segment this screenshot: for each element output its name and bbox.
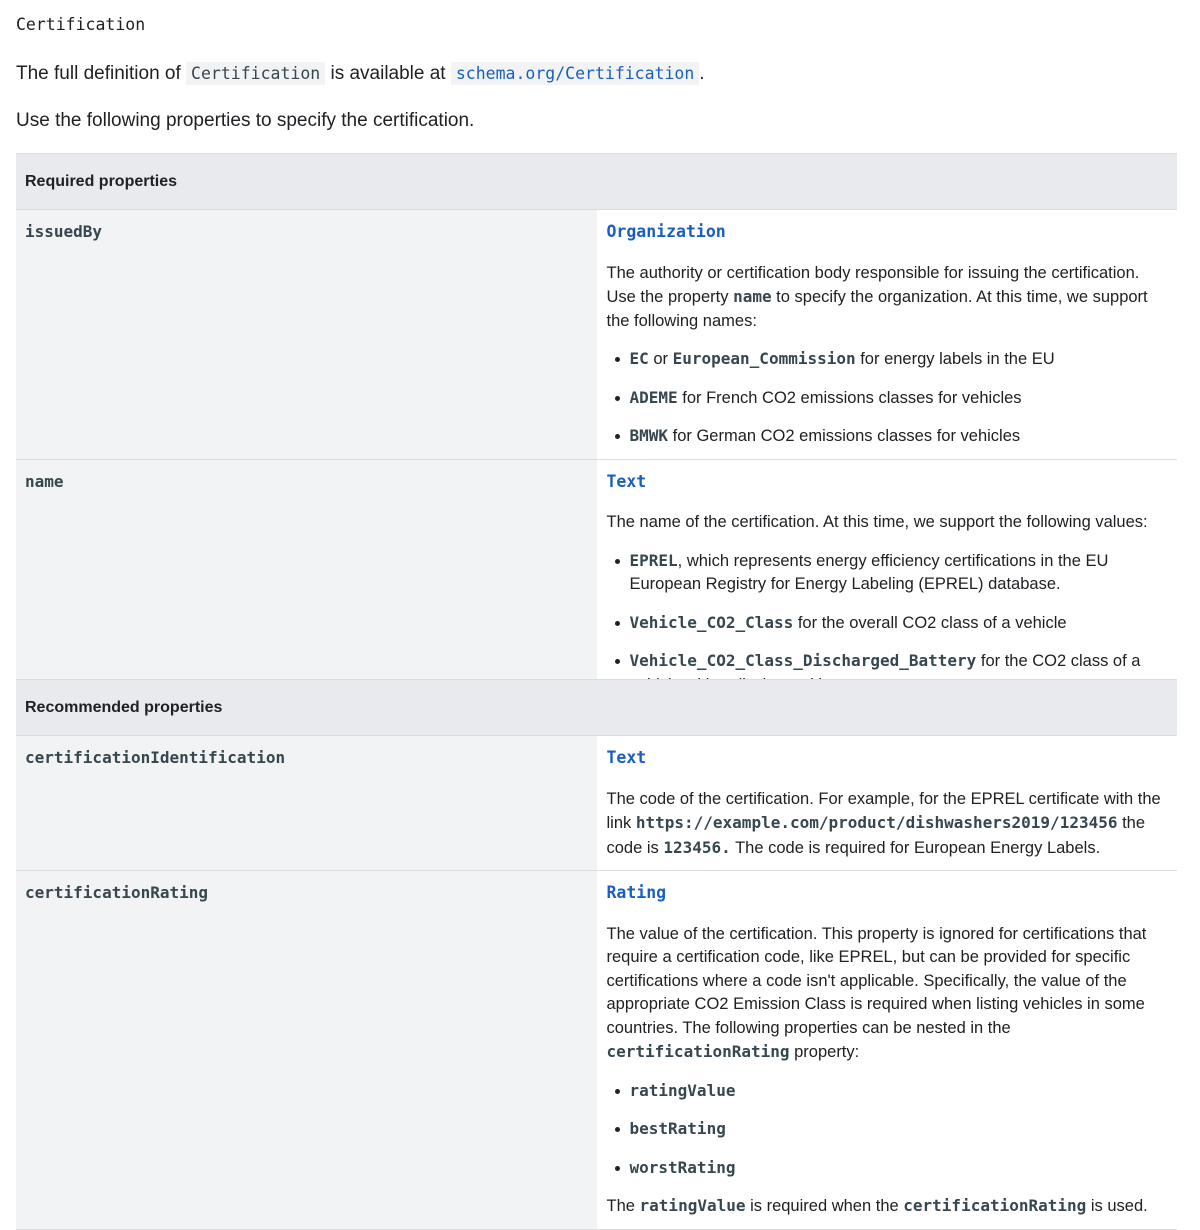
- description-text: The value of the certification. This property is ignored for certifications that require a certification code, like EPREL, but can be provided for specific certifications where a code isn't applicable. Specifically, the value of the appropriate CO2 Emission Class is required when listing vehicles in some countries. The following properties can be nested in the certificationRating property:: [606, 924, 1147, 1061]
- intro-suffix: .: [699, 63, 705, 84]
- table-row: [16, 871, 1177, 1230]
- required-properties-table: [16, 153, 1177, 708]
- rating-footer-text: The ratingValue is required when the certificationRating is used.: [606, 1196, 1148, 1215]
- required-properties-header: Required properties: [16, 154, 1177, 210]
- list-item: Vehicle_CO2_Class_Discharged_Battery for the CO2 class of a: [630, 649, 1168, 697]
- description-text: The authority or certification body responsible for issuing the certification. Use the property name to specify the organization. At this time, we support the following names:: [606, 263, 1148, 330]
- property-description: [597, 459, 1178, 708]
- list-item: BMWK for German CO2 emissions classes for vehicles: [630, 424, 1168, 449]
- list-item: bestRating: [630, 1117, 1168, 1142]
- subintro-paragraph: Use the following properties to specify the certification.: [16, 110, 475, 131]
- description-text: The name of the certification. At this time, we support the following values:: [606, 513, 1148, 531]
- inline-code: name: [733, 287, 772, 306]
- property-name: name: [16, 459, 597, 708]
- table-row: [16, 736, 1177, 871]
- type-link-rating[interactable]: Rating: [606, 883, 667, 902]
- intro-paragraph: [16, 61, 705, 87]
- property-description: [597, 736, 1178, 871]
- list-item: worstRating: [630, 1156, 1168, 1181]
- list-item: EPREL, which represents energy efficiency certifications in the EU European Registry for Energy Labeling (EPREL) database.: [630, 549, 1168, 597]
- property-name: issuedBy: [16, 210, 597, 460]
- intro-text-middle: is available at: [325, 63, 451, 84]
- list-item: ADEME for French CO2 emissions classes for vehicles: [630, 386, 1168, 411]
- list-item: Vehicle_CO2_Class for the overall CO2 class of a vehicle: [630, 611, 1168, 636]
- property-name: certificationIdentification: [16, 736, 597, 871]
- list-item: EC or European_Commission for energy labels in the EU: [630, 347, 1168, 372]
- supported-values-list: [607, 549, 1168, 698]
- type-link-text[interactable]: Text: [606, 471, 647, 491]
- recommended-properties-header: Recommended properties: [16, 680, 1177, 736]
- property-description: [597, 871, 1178, 1230]
- list-item: ratingValue: [630, 1079, 1168, 1104]
- recommended-properties-table: [16, 679, 1177, 1230]
- type-link-organization[interactable]: Organization: [606, 222, 726, 241]
- certification-code: Certification: [186, 62, 325, 85]
- description-text: The code of the certification. For example, for the EPREL certificate with the link https://example.com/product/dishwashers2019/123456 the code is 123456. The code is required for European Energy Labels.: [606, 789, 1161, 857]
- table-row: [16, 210, 1177, 460]
- page-title: Certification: [16, 15, 146, 34]
- property-name: certificationRating: [16, 871, 597, 1230]
- table-row: [16, 459, 1177, 708]
- type-link-text[interactable]: Text: [606, 748, 647, 767]
- intro-text: The full definition of: [16, 63, 187, 84]
- supported-names-list: [607, 347, 1168, 449]
- schema-link[interactable]: schema.org/Certification: [451, 62, 699, 85]
- property-description: [597, 210, 1178, 460]
- nested-properties-list: [607, 1079, 1168, 1181]
